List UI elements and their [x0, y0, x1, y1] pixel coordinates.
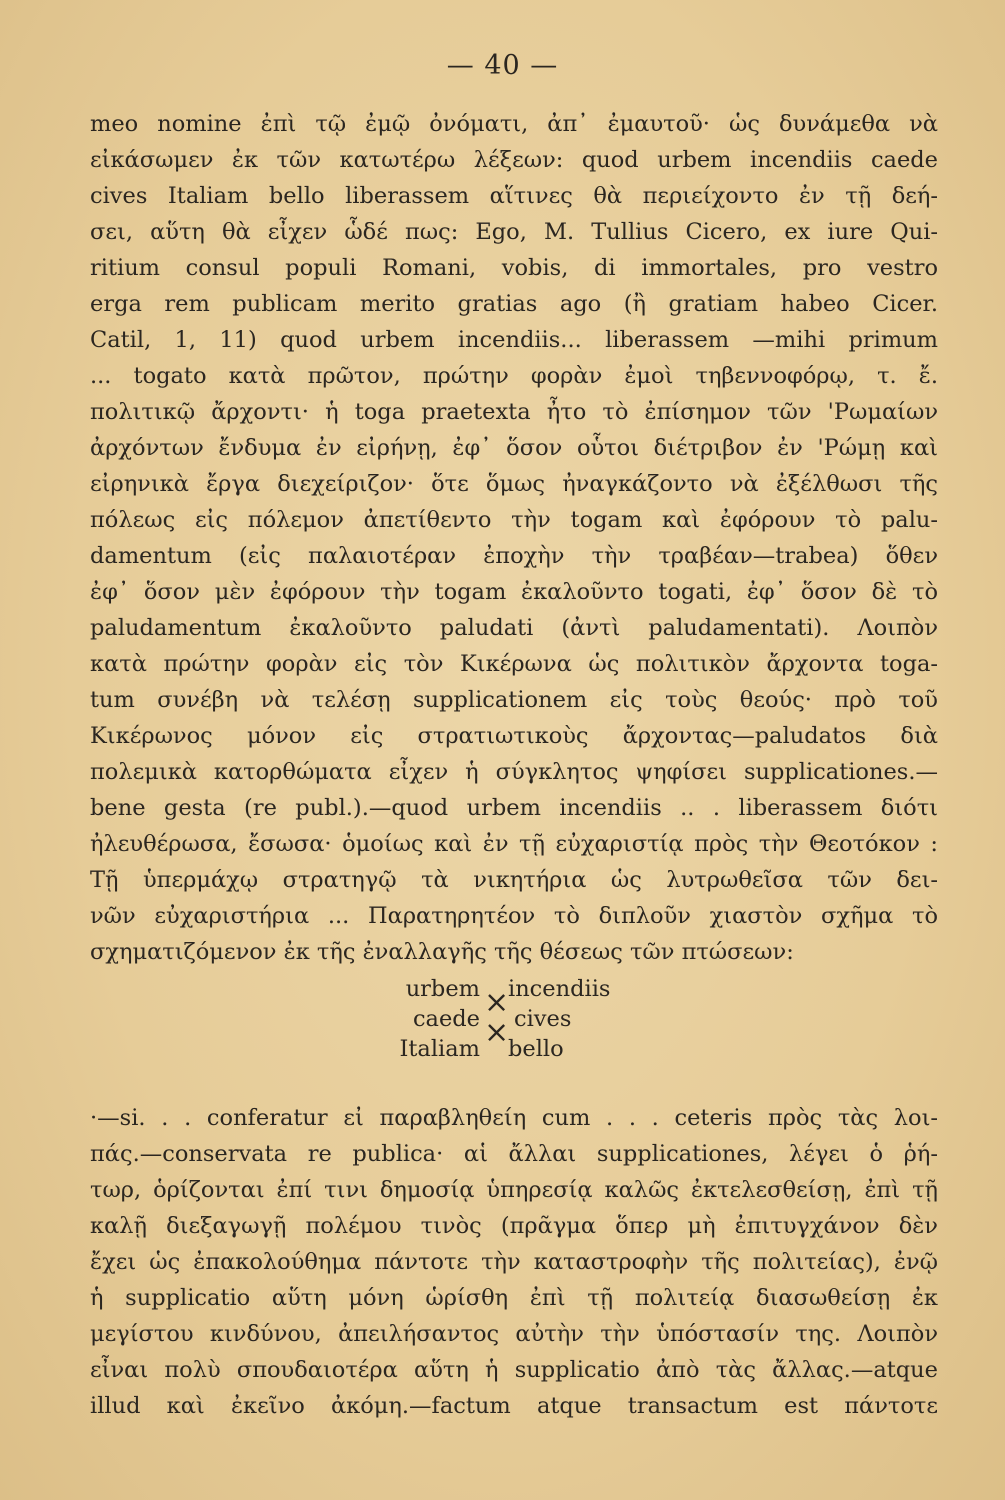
text-line: tum συνέβη νὰ τελέσῃ supplicationem εἰς τοὺς θεούς· πρὸ τοῦ — [90, 687, 938, 713]
chiasmus-diagram — [90, 974, 938, 1090]
chiasmus-word: Italiam — [399, 1036, 480, 1062]
text-line: Catil, 1, 11) quod urbem incendiis... liberassem —mihi primum — [90, 327, 938, 353]
text-line: erga rem publicam merito gratias ago (ἢ gratiam habeo Cicer. — [90, 291, 938, 317]
text-line: εἶναι πολὺ σπουδαιοτέρα αὕτη ἡ supplicatio ἀπὸ τὰς ἄλλας.—atque — [90, 1357, 938, 1383]
text-line: ἀρχόντων ἔνδυμα ἐν εἰρήνῃ, ἐφ᾽ ὅσον οὗτοι διέτριβον ἐν 'Ρώμῃ καὶ — [90, 435, 938, 461]
text-line: πόλεως εἰς πόλεμον ἀπετίθεντο τὴν togam καὶ ἐφόρουν τὸ palu- — [90, 507, 938, 533]
text-line: ἔχει ὡς ἐπακολούθημα πάντοτε τὴν καταστροφὴν τῆς πολιτείας), ἐνῷ — [90, 1249, 938, 1275]
chiasmus-word: cives — [514, 1006, 572, 1032]
text-line: ἡ supplicatio αὕτη μόνη ὡρίσθη ἐπὶ τῇ πολιτείᾳ διασωθείσῃ ἐκ — [90, 1285, 938, 1311]
text-line: cives Italiam bello liberassem αἵτινες θὰ περιείχοντο ἐν τῇ δεή- — [90, 183, 938, 209]
text-line: bene gesta (re publ.).—quod urbem incendiis .. . liberassem διότι — [90, 795, 938, 821]
text-line: μεγίστου κινδύνου, ἀπειλήσαντος αὐτὴν τὴν ὑπόστασίν της. Λοιπὸν — [90, 1321, 938, 1347]
text-line: paludamentum ἐκαλοῦντο paludati (ἀντὶ paludamentati). Λοιπὸν — [90, 615, 938, 641]
page-number: — 40 — — [446, 50, 559, 81]
text-line: ἐφ᾽ ὅσον μὲν ἐφόρουν τὴν togam ἐκαλοῦντο togati, ἐφ᾽ ὅσον δὲ τὸ — [90, 579, 938, 605]
text-line: εἰκάσωμεν ἐκ τῶν κατωτέρω λέξεων: quod urbem incendiis caede — [90, 147, 938, 173]
text-line: τωρ, ὁρίζονται ἐπί τινι δημοσίᾳ ὑπηρεσίᾳ καλῶς ἐκτελεσθείσῃ, ἐπὶ τῇ — [90, 1177, 938, 1203]
text-line: Τῇ ὑπερμάχῳ στρατηγῷ τὰ νικητήρια ὡς λυτρωθεῖσα τῶν δει- — [90, 867, 938, 893]
paragraph-2 — [90, 1100, 938, 1424]
chiasmus-word: urbem — [405, 976, 480, 1002]
text-line: σει, αὕτη θὰ εἶχεν ὧδέ πως: Ego, M. Tullius Cicero, ex iure Qui- — [90, 219, 938, 245]
page-text — [90, 106, 938, 1424]
text-line: ἠλευθέρωσα, ἔσωσα· ὁμοίως καὶ ἐν τῇ εὐχαριστίᾳ πρὸς τὴν Θεοτόκον : — [90, 831, 938, 857]
text-line: illud καὶ ἐκεῖνο ἀκόμη.—factum atque transactum est πάντοτε — [90, 1393, 938, 1419]
text-line: ... togato κατὰ πρῶτον, πρώτην φορὰν ἐμοὶ τηβεννοφόρῳ, τ. ἔ. — [90, 363, 938, 389]
text-line: meo nomine ἐπὶ τῷ ἐμῷ ὀνόματι, ἀπ᾽ ἐμαυτοῦ· ὡς δυνάμεθα νὰ — [90, 111, 938, 137]
text-line: σχηματιζόμενον ἐκ τῆς ἐναλλαγῆς τῆς θέσεως τῶν πτώσεων: — [90, 939, 794, 965]
text-line: damentum (εἰς παλαιοτέραν ἐποχὴν τὴν τραβέαν—trabea) ὅθεν — [90, 543, 938, 569]
text-line: καλῇ διεξαγωγῇ πολέμου τινὸς (πρᾶγμα ὅπερ μὴ ἐπιτυγχάνον δὲν — [90, 1213, 938, 1239]
text-line: εἰρηνικὰ ἔργα διεχείριζον· ὅτε ὅμως ἠναγκάζοντο νὰ ἐξέλθωσι τῆς — [90, 471, 938, 497]
paragraph-1 — [90, 106, 938, 970]
text-line: πάς.—conservata re publica· αἱ ἄλλαι supplicationes, λέγει ὁ ῥή- — [90, 1141, 938, 1167]
text-line: πολεμικὰ κατορθώματα εἶχεν ἡ σύγκλητος ψηφίσει supplicationes.— — [90, 759, 938, 785]
text-line: ·—si. . . conferatur εἰ παραβληθείη cum . . . ceteris πρὸς τὰς λοι- — [90, 1105, 938, 1131]
text-line: πολιτικῷ ἄρχοντι· ἡ toga praetexta ἦτο τὸ ἐπίσημον τῶν 'Ρωμαίων — [90, 399, 938, 425]
chiasmus-word: caede — [412, 1006, 480, 1032]
chiasmus-cross-icon: × — [484, 1015, 510, 1050]
text-line: νῶν εὐχαριστήρια ... Παρατηρητέον τὸ διπλοῦν χιαστὸν σχῆμα τὸ — [90, 903, 938, 929]
chiasmus-word: bello — [508, 1036, 564, 1062]
chiasmus-cross-icon: × — [484, 985, 510, 1020]
chiasmus-word: incendiis — [508, 976, 611, 1002]
text-line: Κικέρωνος μόνον εἰς στρατιωτικοὺς ἄρχοντας—paludatos διὰ — [90, 723, 938, 749]
text-line: ritium consul populi Romani, vobis, di immortales, pro vestro — [90, 255, 938, 281]
text-line: κατὰ πρώτην φορὰν εἰς τὸν Κικέρωνα ὡς πολιτικὸν ἄρχοντα toga- — [90, 651, 938, 677]
